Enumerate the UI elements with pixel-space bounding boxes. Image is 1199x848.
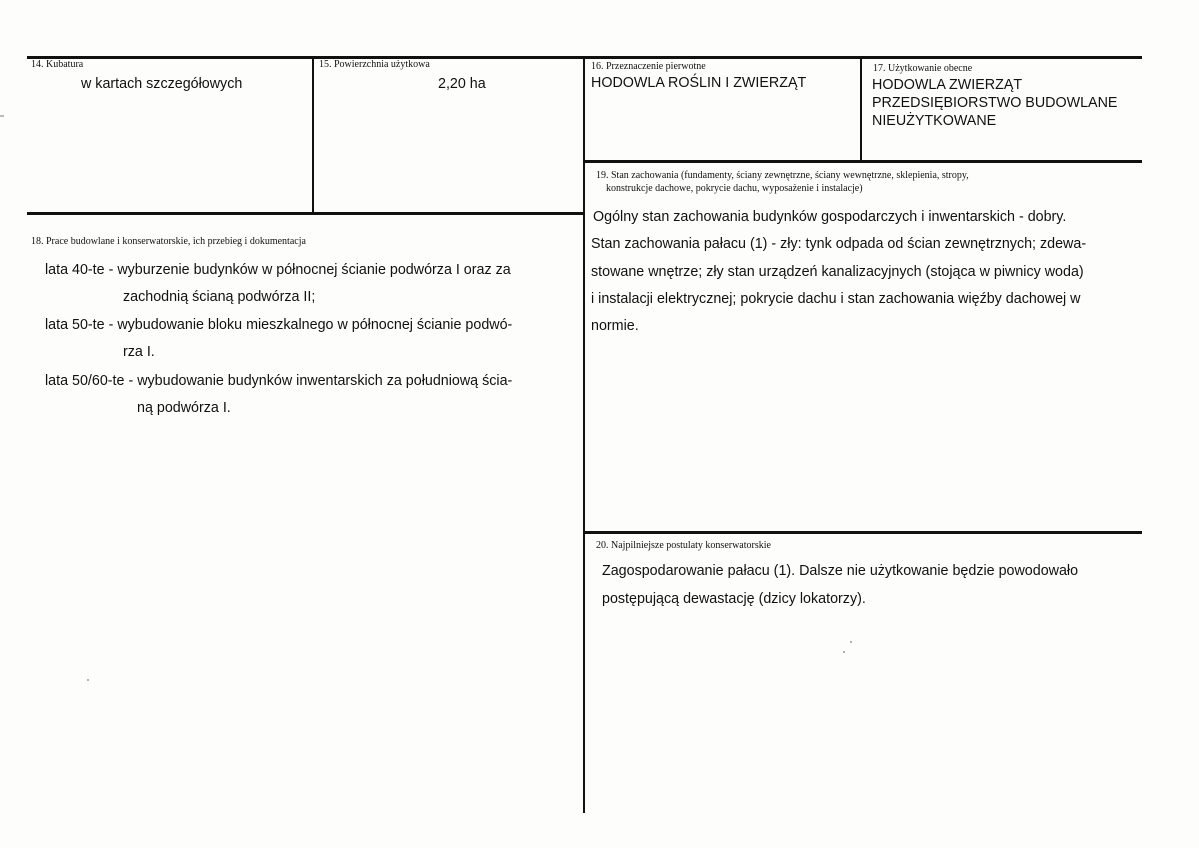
- field14-label: 14. Kubatura: [31, 59, 84, 70]
- field20-line: postępującą dewastację (dzicy lokatorzy).: [602, 591, 866, 607]
- field19-line: i instalacji elektrycznej; pokrycie dachu i stan zachowania więźby dachowej w: [591, 291, 1081, 307]
- scan-speck: [843, 651, 845, 653]
- field18-line: lata 50-te - wybudowanie bloku mieszkalnego w północnej ścianie podwó-: [45, 317, 513, 333]
- field20-line: Zagospodarowanie pałacu (1). Dalsze nie użytkowanie będzie powodowało: [602, 563, 1079, 579]
- field18-line: lata 50/60-te - wybudowanie budynków inwentarskich za południową ścia-: [45, 373, 513, 389]
- field19-line: stowane wnętrze; zły stan urządzeń kanalizacyjnych (stojąca w piwnicy woda): [591, 264, 1084, 280]
- field19-line: Ogólny stan zachowania budynków gospodarczych i inwentarskich - dobry.: [593, 209, 1067, 225]
- field19-label: 19. Stan zachowania (fundamenty, ściany zewnętrzne, ściany wewnętrzne, sklepienia, stropy,: [596, 170, 969, 181]
- field18-line: lata 40-te - wyburzenie budynków w północnej ścianie podwórza I oraz za: [45, 262, 511, 278]
- field17-line: NIEUŻYTKOWANE: [872, 113, 997, 129]
- field17-line: HODOWLA ZWIERZĄT: [872, 77, 1023, 93]
- divider-16-17: [860, 57, 862, 161]
- field16-value: HODOWLA ROŚLIN I ZWIERZĄT: [591, 75, 807, 91]
- field19-label: konstrukcje dachowe, pokrycie dachu, wyposażenie i instalacje): [606, 183, 863, 194]
- field18-line: ną podwórza I.: [137, 400, 231, 416]
- scan-edge-mark: [0, 115, 4, 117]
- field18-line: rza I.: [123, 344, 155, 360]
- scan-speck: [850, 641, 852, 643]
- rule-below-16-17: [584, 160, 1142, 163]
- field15-value: 2,20 ha: [438, 76, 486, 92]
- rule-below-14-15: [27, 212, 584, 215]
- field16-label: 16. Przeznaczenie pierwotne: [591, 61, 706, 72]
- divider-14-15: [312, 57, 314, 213]
- rule-above-20: [584, 531, 1142, 534]
- scan-speck: [87, 679, 89, 681]
- divider-main: [583, 57, 585, 813]
- field17-line: PRZEDSIĘBIORSTWO BUDOWLANE: [872, 95, 1118, 111]
- field20-label: 20. Najpilniejsze postulaty konserwatorskie: [596, 540, 771, 551]
- field18-line: zachodnią ścianą podwórza II;: [123, 289, 316, 305]
- field18-label: 18. Prace budowlane i konserwatorskie, ich przebieg i dokumentacja: [31, 236, 306, 247]
- field14-value: w kartach szczegółowych: [81, 76, 243, 92]
- field19-line: Stan zachowania pałacu (1) - zły: tynk odpada od ścian zewnętrznych; zdewa-: [591, 236, 1087, 252]
- field15-label: 15. Powierzchnia użytkowa: [319, 59, 430, 70]
- field19-line: normie.: [591, 318, 639, 334]
- field17-label: 17. Użytkowanie obecne: [873, 63, 973, 74]
